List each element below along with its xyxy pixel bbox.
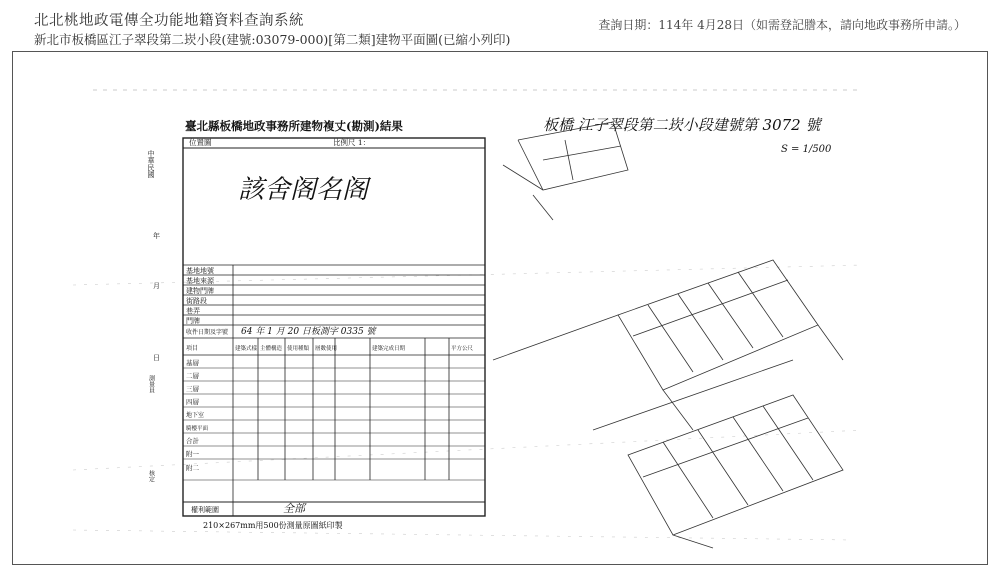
table-row-4: 地下室 <box>186 412 205 419</box>
margin-ri: 日 <box>153 354 160 362</box>
table-header-6: 平方公尺 <box>451 346 474 352</box>
location-map-label: 位置圖 <box>189 138 212 147</box>
margin-surveyor: 測量員 <box>147 375 155 393</box>
document-subtitle: 新北市板橋區江子翠段第二崁小段(建號:03079-000)[第二類]建物平面圖(已縮小列印) <box>34 32 511 47</box>
row-label-4: 巷弄 <box>186 307 200 315</box>
table-row-3: 四層 <box>186 398 199 406</box>
margin-check: 核定 <box>147 470 155 482</box>
row-label-0: 基地地號 <box>186 267 214 275</box>
row-label-6: 收件日期及字號 <box>186 329 229 336</box>
handwritten-main-note: 該舍阁名阁 <box>238 175 369 205</box>
table-header-3: 使用種類 <box>287 346 310 352</box>
table-header-1: 建築式樣 <box>235 346 258 352</box>
table-row-2: 三層 <box>186 385 199 393</box>
table-row-0: 基層 <box>186 359 199 367</box>
annotation-handwritten: 板橋 江子翠段第二崁小段建號第 3072 號 <box>543 116 821 134</box>
scanned-floor-plan <box>73 70 873 550</box>
scale-handwritten: S = 1/500 <box>781 144 832 155</box>
form-title: 臺北縣板橋地政事務所建物複丈(勘測)結果 <box>185 119 403 133</box>
table-row-6: 合計 <box>186 437 199 445</box>
table-row-8: 附二 <box>186 464 199 472</box>
table-row-5: 騎樓平面 <box>186 426 209 432</box>
document-frame <box>12 51 988 565</box>
query-date-note: 查詢日期：114年 4月28日（如需登記謄本，請向地政事務所申請。） <box>598 18 966 32</box>
table-header-5: 建築完成日期 <box>372 346 406 352</box>
table-header-0: 項目 <box>186 345 199 352</box>
table-header-4: 層數使用 <box>315 346 338 352</box>
building-plan-upper <box>493 260 843 430</box>
page-header <box>0 0 1000 50</box>
table-header-2: 主體構造 <box>260 346 283 352</box>
row-label-5: 門牌 <box>186 317 200 325</box>
receipt-handwritten: 64 年 1 月 20 日板測字 0335 號 <box>241 327 376 337</box>
margin-year: 中華民國 <box>147 150 155 178</box>
system-title: 北北桃地政電傳全功能地籍資料查詢系統 <box>34 13 304 29</box>
table-row-7: 附一 <box>186 450 199 458</box>
table-row-1: 二層 <box>186 372 199 380</box>
building-plan-lower <box>593 360 843 548</box>
rights-range-handwritten: 全部 <box>283 502 305 515</box>
location-sketch <box>503 122 628 220</box>
rights-range-label: 權利範圍 <box>191 506 219 514</box>
margin-yue: 月 <box>153 282 160 290</box>
row-label-3: 街路段 <box>186 297 207 305</box>
row-label-1: 基地來源 <box>186 277 214 285</box>
paper-spec: 210×267mm用500份測量原圖紙印製 <box>203 521 343 530</box>
margin-nian: 年 <box>153 232 160 240</box>
scale-label: 比例尺 1： <box>333 138 371 147</box>
row-label-2: 建物門牌 <box>186 287 214 295</box>
